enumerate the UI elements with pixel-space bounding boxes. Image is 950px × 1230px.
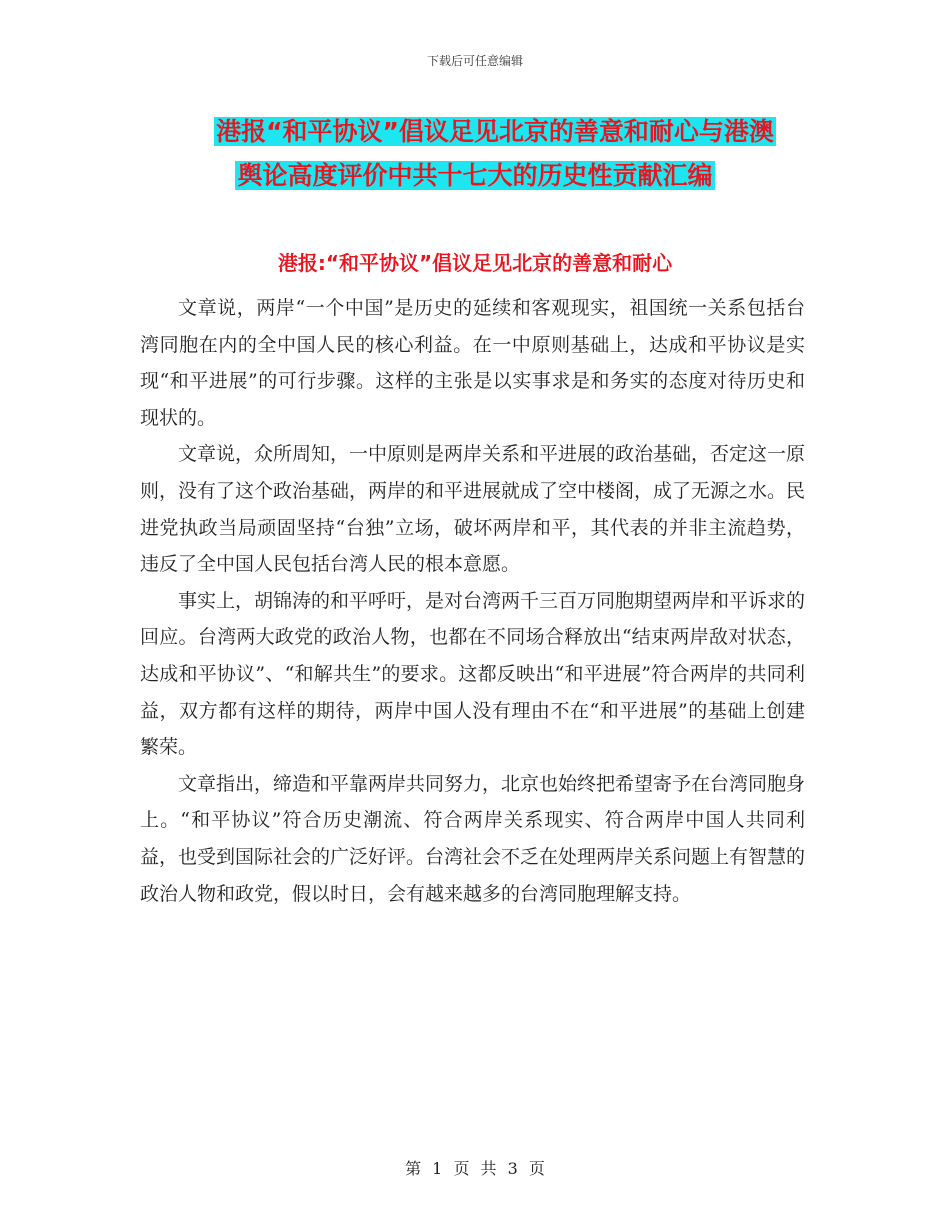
section-title: 港报:“和平协议”倡议足见北京的善意和耐心 [277,251,673,275]
paragraph: 文章指出，缔造和平靠两岸共同努力，北京也始终把希望寄予在台湾同胞身上。“和平协议”符合历史潮流、符合两岸关系现实、符合两岸中国人共同利益，也受到国际社会的广泛好评。台湾社会不乏在处理两岸关系问题上有智慧的政治人物和政党，假以时日，会有越来越多的台湾同胞理解支持。 [140,772,806,905]
paragraph: 事实上，胡锦涛的和平呼吁，是对台湾两千三百万同胞期望两岸和平诉求的回应。台湾两大政党的政治人物，也都在不同场合释放出“结束两岸敌对状态，达成和平协议”、“和解共生”的要求。这都反映出“和平进展”符合两岸的共同利益，双方都有这样的期待，两岸中国人没有理由不在“和平进展”的基础上创建繁荣。 [140,589,806,759]
document-title-line-2 [0,154,950,198]
article-body [140,290,805,912]
title-highlight: 舆论高度评价中共十七大的历史性贡献汇编 [237,161,713,190]
document-title-line-1 [0,110,950,154]
title-highlight: 港报“和平协议”倡议足见北京的善意和耐心与港澳 [216,117,774,146]
page-header-note: 下载后可任意编辑 [426,54,523,68]
paragraph: 文章说，众所周知，一中原则是两岸关系和平进展的政治基础，否定这一原则，没有了这个政治基础，两岸的和平进展就成了空中楼阁，成了无源之水。民进党执政当局顽固坚持“台独”立场，破坏两岸和平，其代表的并非主流趋势，违反了全中国人民包括台湾人民的根本意愿。 [140,443,806,576]
document-title [0,110,950,198]
page-number: 第 1 页 共 3 页 [405,1159,545,1178]
paragraph: 文章说，两岸“一个中国”是历史的延续和客观现实，祖国统一关系包括台湾同胞在内的全中国人民的核心利益。在一中原则基础上，达成和平协议是实现“和平进展”的可行步骤。这样的主张是以实事求是和务实的态度对待历史和现状的。 [140,297,805,429]
